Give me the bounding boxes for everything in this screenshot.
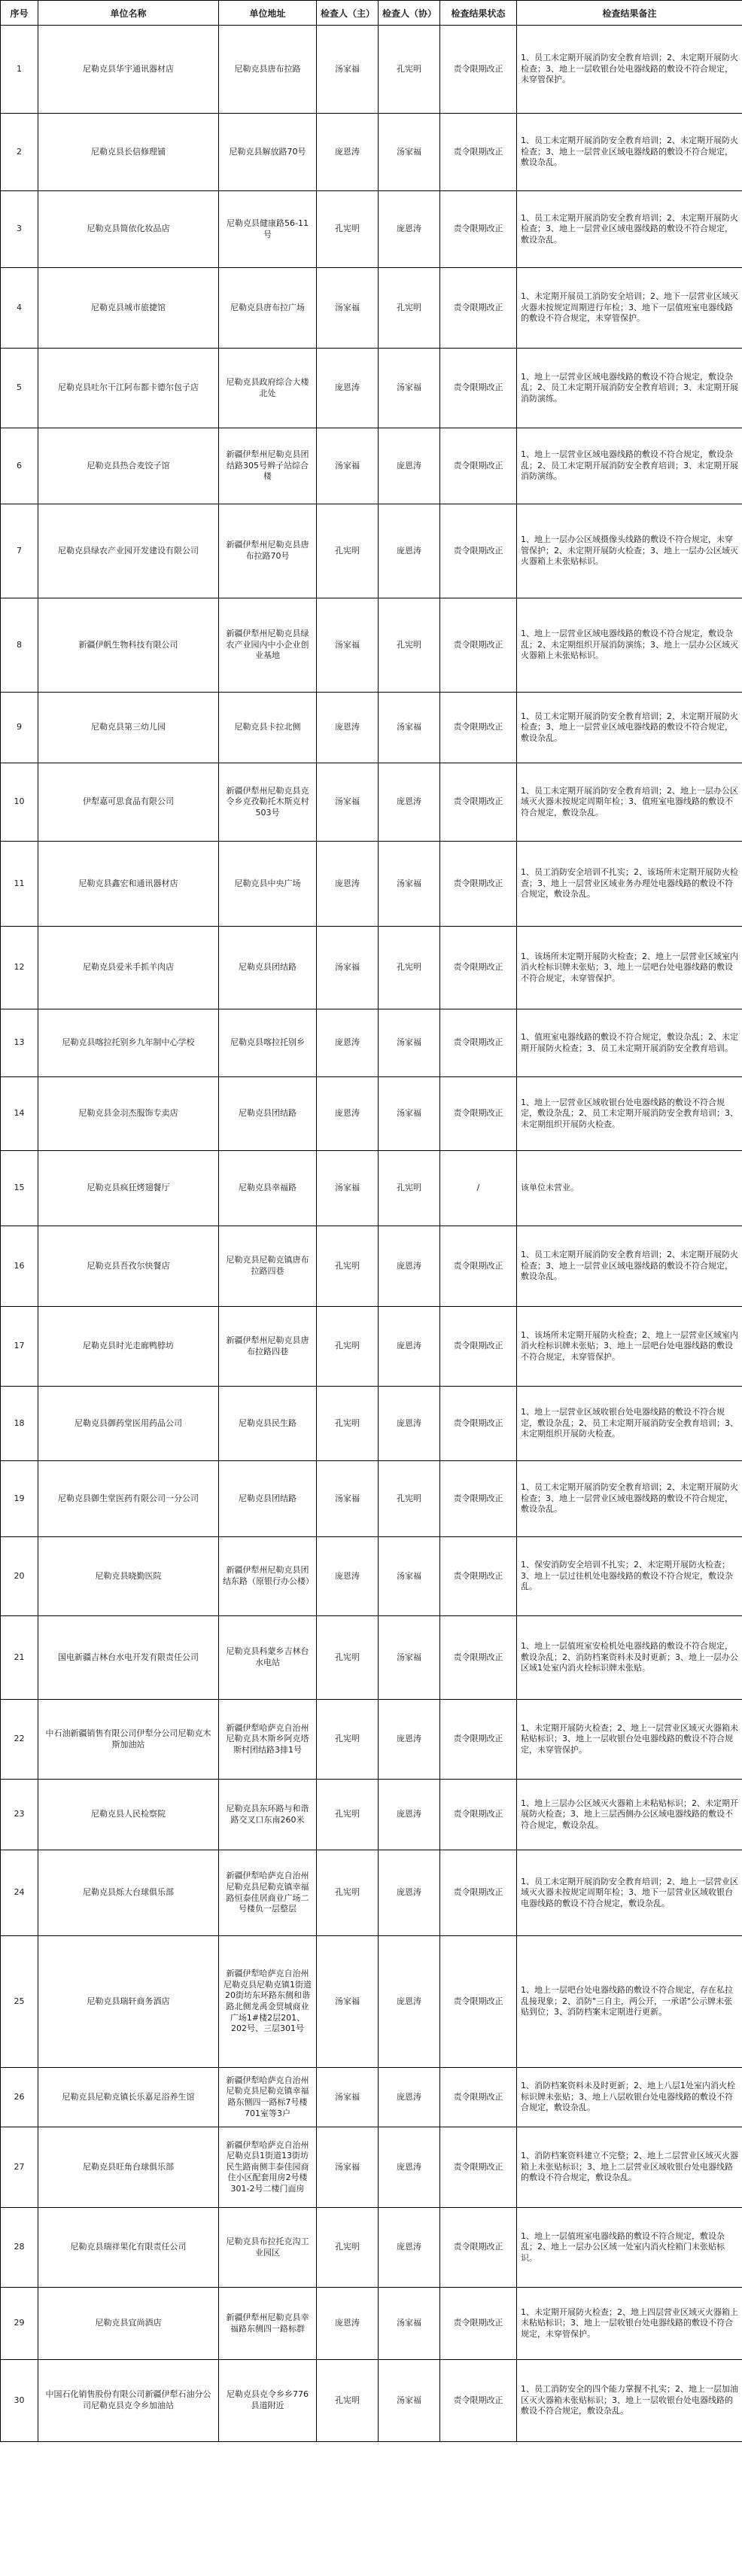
- cell-result-status: 责令限期改正: [440, 1461, 517, 1537]
- cell-result-status: 责令限期改正: [440, 1700, 517, 1780]
- cell-result-status: 责令限期改正: [440, 2360, 517, 2442]
- table-row: [1, 1307, 742, 1387]
- cell-result-status: 责令限期改正: [440, 26, 517, 114]
- cell-result-status: 责令限期改正: [440, 1307, 517, 1387]
- cell-unit-address: 尼勒克县卡拉北侧: [219, 693, 317, 763]
- cell-inspector-main: 孔宪明: [317, 1780, 379, 1850]
- cell-seq: 17: [1, 1307, 38, 1387]
- cell-inspector-main: 庞恩涛: [317, 842, 379, 927]
- cell-unit-address: 新疆伊犁州尼勒克县唐布拉路70号: [219, 504, 317, 598]
- cell-result-status: 责令限期改正: [440, 763, 517, 842]
- cell-inspector-main: 孔宪明: [317, 1850, 379, 1936]
- cell-unit-name: 尼勒克县吐尔干江阿布都卡德尔包子店: [38, 349, 219, 428]
- cell-result-note: 1、地上一层营业区域电器线路的敷设不符合规定，敷设杂乱；2、员工未定期开展消防安全教育培训；3、未定期开展消防演练。: [517, 349, 742, 428]
- header-result-note: 检查结果备注: [517, 1, 742, 26]
- cell-unit-name: 尼勒克县城市旅捷馆: [38, 268, 219, 349]
- cell-inspector-main: 汤家福: [317, 26, 379, 114]
- cell-seq: 8: [1, 598, 38, 693]
- cell-inspector-assist: 庞恩涛: [379, 1307, 440, 1387]
- table-row: [1, 1387, 742, 1461]
- cell-result-note: 1、员工未定期开展消防安全教育培训；2、未定期开展防火检查；3、地上一层营业区域电器线路的敷设不符合规定，敷设杂乱。: [517, 1461, 742, 1537]
- cell-result-note: 1、该场所未定期开展防火检查；2、地上一层营业区域室内消火栓标识牌未张贴；3、地上一层吧台处电器线路的敷设不符合规定，未穿管保护。: [517, 1307, 742, 1387]
- cell-seq: 10: [1, 763, 38, 842]
- cell-inspector-main: 庞恩涛: [317, 114, 379, 191]
- cell-result-status: 责令限期改正: [440, 2208, 517, 2288]
- cell-unit-address: 新疆伊犁哈萨克自治州尼勒克县1街道13街坊民生路南侧丰泰佳园商住小区配套用房2号楼301-2号二楼门面房: [219, 2127, 317, 2208]
- cell-result-note: 1、员工未定期开展消防安全教育培训；2、未定期开展防火检查；3、地上一层营业区域电器线路的敷设不符合规定，敷设杂乱。: [517, 191, 742, 268]
- cell-seq: 11: [1, 842, 38, 927]
- cell-inspector-main: 汤家福: [317, 2068, 379, 2127]
- table-row: [1, 26, 742, 114]
- cell-inspector-assist: 汤家福: [379, 693, 440, 763]
- table-row: [1, 504, 742, 598]
- cell-seq: 14: [1, 1077, 38, 1151]
- cell-unit-address: 新疆伊犁哈萨克自治州尼勒克县木斯乡阿克塔斯村团结路3排1号: [219, 1700, 317, 1780]
- cell-unit-address: 尼勒克县团结路: [219, 1461, 317, 1537]
- cell-seq: 22: [1, 1700, 38, 1780]
- cell-unit-name: 尼勒克县瑞祥果化有限责任公司: [38, 2208, 219, 2288]
- cell-unit-address: 尼勒克县布拉托克沟工业园区: [219, 2208, 317, 2288]
- cell-inspector-assist: 孔宪明: [379, 26, 440, 114]
- cell-unit-name: 尼勒克县爱米手抓羊肉店: [38, 927, 219, 1009]
- cell-unit-address: 尼勒克县唐布拉广场: [219, 268, 317, 349]
- table-row: [1, 763, 742, 842]
- cell-inspector-main: 孔宪明: [317, 1387, 379, 1461]
- cell-result-note: 该单位未营业。: [517, 1151, 742, 1226]
- cell-inspector-main: 孔宪明: [317, 191, 379, 268]
- cell-seq: 19: [1, 1461, 38, 1537]
- cell-inspector-main: 汤家福: [317, 428, 379, 504]
- cell-unit-address: 尼勒克县解放路70号: [219, 114, 317, 191]
- cell-unit-name: 尼勒克县热合麦饺子馆: [38, 428, 219, 504]
- cell-seq: 12: [1, 927, 38, 1009]
- cell-unit-address: 尼勒克县健康路56-11号: [219, 191, 317, 268]
- cell-inspector-assist: 汤家福: [379, 114, 440, 191]
- cell-inspector-main: 汤家福: [317, 1461, 379, 1537]
- cell-seq: 27: [1, 2127, 38, 2208]
- cell-result-status: 责令限期改正: [440, 268, 517, 349]
- cell-result-status: 责令限期改正: [440, 1780, 517, 1850]
- cell-result-note: 1、未定期开展防火检查；2、地上四层营业区域灭火器箱上未粘贴标识；3、地上一层收银台处电器线路的敷设不符合规定，未穿管保护。: [517, 2288, 742, 2360]
- cell-unit-name: 尼勒克县绿农产业园开发建设有限公司: [38, 504, 219, 598]
- cell-result-note: 1、未定期开展员工消防安全培训；2、地下一层营业区域灭火器未按规定周期进行年检；3、地下一层值班室电器线路的敷设不符合规定，未穿管保护。: [517, 268, 742, 349]
- cell-inspector-assist: 庞恩涛: [379, 428, 440, 504]
- cell-seq: 24: [1, 1850, 38, 1936]
- cell-unit-address: 尼勒克县克令乡乡776县道附近: [219, 2360, 317, 2442]
- cell-unit-name: 尼勒克县御生堂医药有限公司一分公司: [38, 1461, 219, 1537]
- cell-seq: 9: [1, 693, 38, 763]
- cell-unit-name: 尼勒克县简依化妆品店: [38, 191, 219, 268]
- cell-unit-name: 国电新疆吉林台水电开发有限责任公司: [38, 1616, 219, 1700]
- cell-inspector-main: 庞恩涛: [317, 2288, 379, 2360]
- table-row: [1, 1151, 742, 1226]
- table-row: [1, 2068, 742, 2127]
- cell-result-status: 责令限期改正: [440, 1226, 517, 1307]
- cell-unit-address: 新疆伊犁哈萨克自治州尼勒克县尼勒克镇1街道20街坊东环路东侧和谐路北侧龙禹金贸城商业广场1#楼2层201、202号、三层301号: [219, 1936, 317, 2068]
- cell-seq: 16: [1, 1226, 38, 1307]
- cell-result-note: 1、地上一层营业区域电器线路的敷设不符合规定，敷设杂乱；2、未定期组织开展消防演练；3、地上一层办公区域灭火器箱上未张贴标识。: [517, 598, 742, 693]
- cell-seq: 30: [1, 2360, 38, 2442]
- cell-seq: 20: [1, 1537, 38, 1616]
- cell-result-note: 1、地上一层营业区域收银台处电器线路的敷设不符合规定，敷设杂乱；2、员工未定期开展消防安全教育培训；3、未定期组织开展防火检查。: [517, 1387, 742, 1461]
- cell-inspector-assist: 庞恩涛: [379, 1936, 440, 2068]
- cell-result-note: 1、地上一层营业区域收银台处电器线路的敷设不符合规定，敷设杂乱；2、员工未定期开展消防安全教育培训；3、未定期组织开展防火检查。: [517, 1077, 742, 1151]
- cell-result-note: 1、员工未定期开展消防安全教育培训；2、地上一层营业区域灭火器未按规定周期年检；3、地下一层营业区域收银台电器线路的敷设不符合规定，敷设杂乱。: [517, 1850, 742, 1936]
- cell-inspector-main: 孔宪明: [317, 1700, 379, 1780]
- cell-inspector-main: 汤家福: [317, 598, 379, 693]
- cell-inspector-main: 孔宪明: [317, 1616, 379, 1700]
- cell-seq: 21: [1, 1616, 38, 1700]
- cell-inspector-main: 孔宪明: [317, 2360, 379, 2442]
- cell-result-note: 1、地上一层营业区域电器线路的敷设不符合规定，敷设杂乱；2、员工未定期开展消防安全教育培训；3、未定期开展消防演练。: [517, 428, 742, 504]
- table-row: [1, 598, 742, 693]
- cell-inspector-assist: 庞恩涛: [379, 763, 440, 842]
- table-row: [1, 927, 742, 1009]
- cell-result-status: 责令限期改正: [440, 191, 517, 268]
- cell-seq: 13: [1, 1009, 38, 1077]
- cell-result-status: 责令限期改正: [440, 2068, 517, 2127]
- cell-inspector-main: 汤家福: [317, 1936, 379, 2068]
- header-seq: 序号: [1, 1, 38, 26]
- cell-result-status: /: [440, 1151, 517, 1226]
- cell-result-note: 1、保安消防安全培训不扎实；2、未定期开展防火检查；3、地上一层过往机处电器线路的敷设不符合规定，敷设杂乱。: [517, 1537, 742, 1616]
- cell-unit-address: 尼勒克县科蒙乡吉林台水电站: [219, 1616, 317, 1700]
- table-row: [1, 1936, 742, 2068]
- cell-inspector-main: 汤家福: [317, 763, 379, 842]
- cell-unit-address: 新疆伊犁州尼勒克县唐布拉路四巷: [219, 1307, 317, 1387]
- cell-result-status: 责令限期改正: [440, 1077, 517, 1151]
- table-row: [1, 1780, 742, 1850]
- cell-result-note: 1、地上一层值班室安检机处电器线路的敷设不符合规定，敷设杂乱；2、消防档案资料未及时更新；3、地上一层办公区域1处室内消火栓标识牌未张贴。: [517, 1616, 742, 1700]
- cell-inspector-assist: 庞恩涛: [379, 1780, 440, 1850]
- cell-inspector-main: 庞恩涛: [317, 1537, 379, 1616]
- table-row: [1, 114, 742, 191]
- cell-result-status: 责令限期改正: [440, 842, 517, 927]
- cell-inspector-main: 庞恩涛: [317, 349, 379, 428]
- cell-unit-address: 尼勒克县团结路: [219, 927, 317, 1009]
- cell-inspector-assist: 庞恩涛: [379, 2208, 440, 2288]
- cell-seq: 5: [1, 349, 38, 428]
- table-row: [1, 1850, 742, 1936]
- table-row: [1, 191, 742, 268]
- cell-result-note: 1、消防档案资料建立不完整；2、地上二层营业区域灭火器箱上未张贴标识；3、地上二层营业区域收银台处电器线路的敷设不符合规定，敷设杂乱。: [517, 2127, 742, 2208]
- cell-unit-name: 中石油新疆销售有限公司伊犁分公司尼勒克木斯加油站: [38, 1700, 219, 1780]
- cell-seq: 4: [1, 268, 38, 349]
- table-row: [1, 1700, 742, 1780]
- header-unit-name: 单位名称: [38, 1, 219, 26]
- cell-result-note: 1、员工消防安全的四个能力掌握不扎实；2、地上一层加油区灭火器箱未张贴标识；3、地上一层收银台处电器线路的敷设不符合规定，敷设杂乱。: [517, 2360, 742, 2442]
- cell-inspector-assist: 汤家福: [379, 1009, 440, 1077]
- cell-unit-address: 新疆伊犁哈萨克自治州尼勒克县尼勒克镇幸福路恒泰佳居商业广场二号楼负一层整层: [219, 1850, 317, 1936]
- cell-inspector-assist: 孔宪明: [379, 1461, 440, 1537]
- cell-unit-name: 尼勒克县疯狂烤翅餐厅: [38, 1151, 219, 1226]
- cell-seq: 1: [1, 26, 38, 114]
- cell-inspector-assist: 庞恩涛: [379, 2127, 440, 2208]
- cell-unit-address: 新疆伊犁州尼勒克县克令乡克孜勒托木斯克村503号: [219, 763, 317, 842]
- cell-unit-name: 新疆伊帆生物科技有限公司: [38, 598, 219, 693]
- cell-unit-address: 新疆伊犁州尼勒克县幸福路东侧四一路标群: [219, 2288, 317, 2360]
- cell-seq: 28: [1, 2208, 38, 2288]
- cell-result-status: 责令限期改正: [440, 1387, 517, 1461]
- cell-unit-address: 尼勒克县民生路: [219, 1387, 317, 1461]
- cell-seq: 2: [1, 114, 38, 191]
- header-inspector-assist: 检查人（协）: [379, 1, 440, 26]
- cell-seq: 7: [1, 504, 38, 598]
- cell-inspector-main: 汤家福: [317, 927, 379, 1009]
- cell-seq: 6: [1, 428, 38, 504]
- cell-unit-address: 尼勒克县幸福路: [219, 1151, 317, 1226]
- table-row: [1, 2360, 742, 2442]
- cell-inspector-main: 庞恩涛: [317, 693, 379, 763]
- cell-result-status: 责令限期改正: [440, 1850, 517, 1936]
- cell-result-status: 责令限期改正: [440, 2288, 517, 2360]
- cell-unit-name: 尼勒克县旺角台球俱乐部: [38, 2127, 219, 2208]
- cell-inspector-assist: 汤家福: [379, 2288, 440, 2360]
- cell-result-note: 1、员工未定期开展消防安全教育培训；2、未定期开展防火检查；3、地上一层营业区域电器线路的敷设不符合规定，敷设杂乱。: [517, 1226, 742, 1307]
- cell-inspector-assist: 汤家福: [379, 2360, 440, 2442]
- cell-result-status: 责令限期改正: [440, 1009, 517, 1077]
- cell-result-status: 责令限期改正: [440, 598, 517, 693]
- cell-unit-name: 尼勒克县烁大台球俱乐部: [38, 1850, 219, 1936]
- cell-inspector-assist: 庞恩涛: [379, 1387, 440, 1461]
- cell-inspector-main: 汤家福: [317, 2127, 379, 2208]
- cell-unit-name: 尼勒克县吾孜尔快餐店: [38, 1226, 219, 1307]
- cell-result-note: 1、员工未定期开展消防安全教育培训；2、未定期开展防火检查；3、地上一层营业区域电器线路的敷设不符合规定，敷设杂乱。: [517, 114, 742, 191]
- cell-unit-name: 中国石化销售股份有限公司新疆伊犁石油分公司尼勒克县克令乡加油站: [38, 2360, 219, 2442]
- table-row: [1, 1461, 742, 1537]
- cell-unit-name: 尼勒克县华宇通讯器材店: [38, 26, 219, 114]
- cell-inspector-assist: 孔宪明: [379, 268, 440, 349]
- cell-result-note: 1、未定期开展防火检查；2、地上一层营业区域灭火器箱未粘贴标识；3、地上一层收银台处电器线路的敷设不符合规定，未穿管保护。: [517, 1700, 742, 1780]
- cell-result-note: 1、该场所未定期开展防火检查；2、地上一层营业区域室内消火栓标识牌未张贴；3、地上一层吧台处电器线路的敷设不符合规定，未穿管保护。: [517, 927, 742, 1009]
- header-inspector-main: 检查人（主）: [317, 1, 379, 26]
- cell-inspector-assist: 孔宪明: [379, 1151, 440, 1226]
- cell-inspector-assist: 庞恩涛: [379, 1700, 440, 1780]
- cell-inspector-assist: 汤家福: [379, 1616, 440, 1700]
- table-row: [1, 2288, 742, 2360]
- header-unit-address: 单位地址: [219, 1, 317, 26]
- cell-inspector-main: 汤家福: [317, 268, 379, 349]
- cell-inspector-assist: 庞恩涛: [379, 504, 440, 598]
- table-row: [1, 268, 742, 349]
- table-row: [1, 2208, 742, 2288]
- cell-inspector-main: 汤家福: [317, 1151, 379, 1226]
- cell-inspector-assist: 庞恩涛: [379, 191, 440, 268]
- cell-unit-name: 尼勒克县晓勤医院: [38, 1537, 219, 1616]
- table-row: [1, 1226, 742, 1307]
- cell-seq: 26: [1, 2068, 38, 2127]
- cell-result-status: 责令限期改正: [440, 1936, 517, 2068]
- cell-result-status: 责令限期改正: [440, 2127, 517, 2208]
- cell-inspector-assist: 庞恩涛: [379, 1850, 440, 1936]
- cell-inspector-assist: 汤家福: [379, 1077, 440, 1151]
- cell-unit-name: 尼勒克县御药堂医用药品公司: [38, 1387, 219, 1461]
- cell-unit-address: 新疆伊犁州尼勒克县团结路305号辫子站综合楼: [219, 428, 317, 504]
- cell-inspector-main: 庞恩涛: [317, 1077, 379, 1151]
- cell-unit-name: 尼勒克县宜尚酒店: [38, 2288, 219, 2360]
- cell-result-note: 1、员工未定期开展消防安全教育培训；2、地上一层办公区域灭火器未按规定周期年检；3、值班室电器线路的敷设不符合规定，敷设杂乱。: [517, 763, 742, 842]
- table-body: [1, 26, 742, 2442]
- cell-result-note: 1、地上一层值班室电器线路的敷设不符合规定，敷设杂乱；2、地上一层办公区域一处室内消火栓箱门未张贴标识。: [517, 2208, 742, 2288]
- cell-result-note: 1、地上一层办公区域摄像头线路的敷设不符合规定，未穿管保护；2、未定期开展防火检查；3、地上一层办公区域灭火器箱上未张贴标识。: [517, 504, 742, 598]
- header-result-status: 检查结果状态: [440, 1, 517, 26]
- cell-unit-name: 尼勒克县瑞轩商务酒店: [38, 1936, 219, 2068]
- cell-unit-address: 尼勒克县团结路: [219, 1077, 317, 1151]
- cell-inspector-assist: 孔宪明: [379, 927, 440, 1009]
- table-row: [1, 1537, 742, 1616]
- table-row: [1, 349, 742, 428]
- cell-unit-name: 尼勒克县人民检察院: [38, 1780, 219, 1850]
- cell-inspector-assist: 汤家福: [379, 349, 440, 428]
- cell-inspector-assist: 孔宪明: [379, 598, 440, 693]
- cell-unit-name: 尼勒克县金羽杰服饰专卖店: [38, 1077, 219, 1151]
- cell-unit-name: 尼勒克县喀拉托别乡九年制中心学校: [38, 1009, 219, 1077]
- cell-inspector-main: 孔宪明: [317, 2208, 379, 2288]
- table-row: [1, 1077, 742, 1151]
- table-row: [1, 693, 742, 763]
- cell-unit-address: 尼勒克县政府综合大楼北处: [219, 349, 317, 428]
- cell-inspector-main: 孔宪明: [317, 1226, 379, 1307]
- cell-seq: 18: [1, 1387, 38, 1461]
- cell-result-note: 1、员工未定期开展消防安全教育培训；2、未定期开展防火检查；3、地上一层营业区域电器线路的敷设不符合规定，敷设杂乱。: [517, 693, 742, 763]
- cell-inspector-main: 孔宪明: [317, 504, 379, 598]
- cell-inspector-assist: 庞恩涛: [379, 1226, 440, 1307]
- table-row: [1, 2127, 742, 2208]
- cell-result-status: 责令限期改正: [440, 114, 517, 191]
- cell-unit-address: 尼勒克县喀拉托别乡: [219, 1009, 317, 1077]
- cell-unit-address: 新疆伊犁哈萨克自治州尼勒克县尼勒克镇幸福路东侧四一路标7号楼701室等3户: [219, 2068, 317, 2127]
- table-row: [1, 428, 742, 504]
- cell-unit-address: 新疆伊犁州尼勒克县团结东路（原银行办公楼）: [219, 1537, 317, 1616]
- table-row: [1, 1009, 742, 1077]
- cell-seq: 23: [1, 1780, 38, 1850]
- cell-result-note: 1、地上三层办公区域灭火器箱上未粘贴标识；2、未定期开展防火检查；3、地上三层西侧办公区域电器线路的敷设不符合规定，敷设杂乱。: [517, 1780, 742, 1850]
- cell-result-note: 1、员工未定期开展消防安全教育培训；2、未定期开展防火检查；3、地上一层收银台处电器线路的敷设不符合规定，未穿管保护。: [517, 26, 742, 114]
- cell-unit-address: 尼勒克县中央广场: [219, 842, 317, 927]
- cell-result-status: 责令限期改正: [440, 428, 517, 504]
- cell-unit-name: 尼勒克县第三幼儿园: [38, 693, 219, 763]
- cell-result-note: 1、地上一层吧台处电器线路的敷设不符合规定，存在私拉乱接现象；2、消防"三自主，两公开，一承诺"公示牌未张贴到位；3、消防档案未定期进行更新。: [517, 1936, 742, 2068]
- cell-inspector-assist: 庞恩涛: [379, 2068, 440, 2127]
- cell-inspector-main: 庞恩涛: [317, 1009, 379, 1077]
- cell-result-note: 1、员工消防安全培训不扎实；2、该场所未定期开展防火检查；3、地上一层营业区域业务办理处电器线路的敷设不符合规定，敷设杂乱。: [517, 842, 742, 927]
- cell-seq: 29: [1, 2288, 38, 2360]
- cell-inspector-assist: 汤家福: [379, 842, 440, 927]
- table-row: [1, 842, 742, 927]
- cell-unit-name: 尼勒克县鑫宏和通讯器材店: [38, 842, 219, 927]
- cell-result-note: 1、值班室电器线路的敷设不符合规定，敷设杂乱；2、未定期开展防火检查；3、员工未定期开展消防安全教育培训。: [517, 1009, 742, 1077]
- cell-unit-address: 尼勒克县唐布拉路: [219, 26, 317, 114]
- header-row: [1, 1, 742, 26]
- cell-unit-name: 伊犁嘉可思食品有限公司: [38, 763, 219, 842]
- cell-result-status: 责令限期改正: [440, 1537, 517, 1616]
- cell-seq: 15: [1, 1151, 38, 1226]
- cell-unit-name: 尼勒克县时光走廊鸭脖坊: [38, 1307, 219, 1387]
- cell-inspector-assist: 汤家福: [379, 1537, 440, 1616]
- cell-result-status: 责令限期改正: [440, 349, 517, 428]
- cell-seq: 3: [1, 191, 38, 268]
- cell-unit-address: 新疆伊犁州尼勒克县绿农产业园内中小企业创业基地: [219, 598, 317, 693]
- cell-seq: 25: [1, 1936, 38, 2068]
- cell-inspector-main: 孔宪明: [317, 1307, 379, 1387]
- cell-unit-address: 尼勒克县尼勒克镇唐布拉路四巷: [219, 1226, 317, 1307]
- cell-result-status: 责令限期改正: [440, 927, 517, 1009]
- cell-unit-address: 尼勒克县东环路与和谐路交叉口东南260米: [219, 1780, 317, 1850]
- cell-result-status: 责令限期改正: [440, 693, 517, 763]
- cell-result-note: 1、消防档案资料未及时更新；2、地上八层1处室内消火栓标识牌未张贴；3、地上八层收银台处电器线路的敷设不符合规定，敷设杂乱。: [517, 2068, 742, 2127]
- table-row: [1, 1616, 742, 1700]
- cell-result-status: 责令限期改正: [440, 1616, 517, 1700]
- cell-result-status: 责令限期改正: [440, 504, 517, 598]
- cell-unit-name: 尼勒克县长信修理铺: [38, 114, 219, 191]
- cell-unit-name: 尼勒克县尼勒克镇长乐嘉足浴养生馆: [38, 2068, 219, 2127]
